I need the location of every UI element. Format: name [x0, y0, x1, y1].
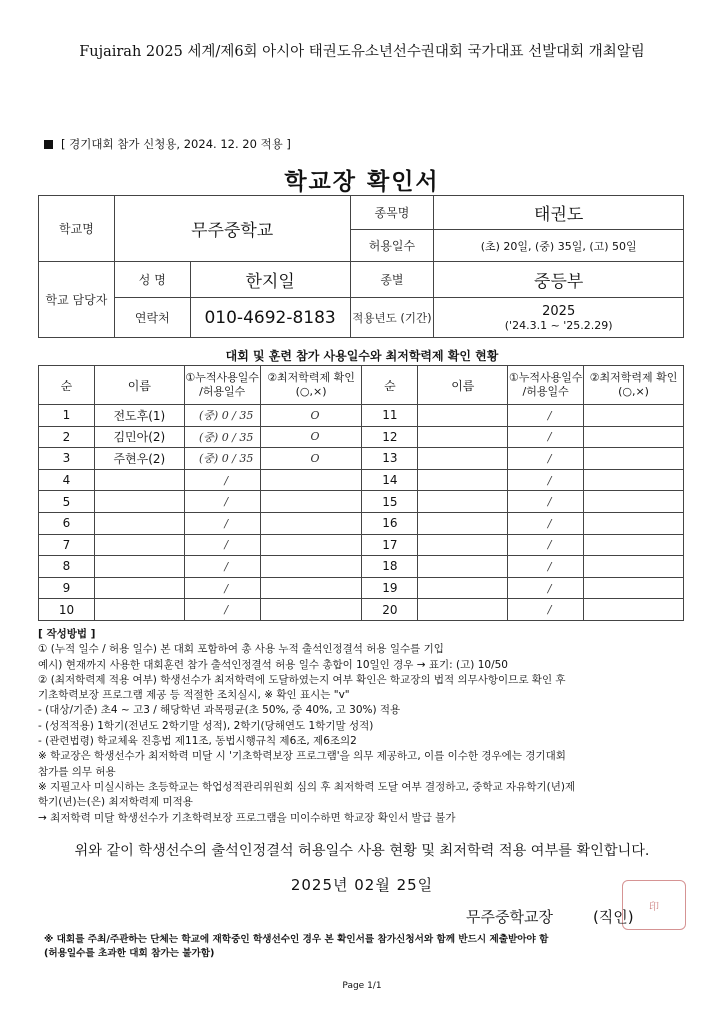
cell-left-name: [94, 512, 184, 534]
manager-label: 학교 담당자: [39, 262, 115, 338]
allowed-label: 허용일수: [350, 230, 434, 262]
cell-right-name: [418, 534, 508, 556]
sport-label: 종목명: [350, 196, 434, 230]
cell-right-check: [584, 491, 684, 513]
method-line: 예시) 현재까지 사용한 대회훈련 참가 출석인정결석 허용 일수 총합이 10일인 경우 → 표기: (고) 10/50: [38, 658, 508, 671]
cell-left-name: [94, 469, 184, 491]
info-table: [38, 195, 684, 338]
cell-right-check: [584, 469, 684, 491]
cell-right-days: /: [508, 512, 584, 534]
square-bullet-icon: [44, 140, 53, 149]
cell-left-days: /: [184, 534, 260, 556]
cell-left-name: [94, 599, 184, 621]
issue-date: 2025년 02월 25일: [290, 876, 434, 894]
writing-method: [38, 627, 698, 826]
cell-right-no: 11: [362, 405, 418, 427]
cell-right-days: /: [508, 426, 584, 448]
method-line: 기초학력보장 프로그램 제공 등 적절한 조치실시, ※ 확인 표시는 "v": [38, 689, 350, 702]
table-row: [39, 491, 684, 513]
document-header: Fujairah 2025 세계/제6회 아시아 태권도유소년선수권대회 국가대표 선발대회 개최알림: [79, 44, 645, 60]
cell-left-name: 주현우(2): [94, 448, 184, 470]
cell-right-check: [584, 577, 684, 599]
cell-left-no: 2: [39, 426, 95, 448]
cell-left-days: (중) 0 / 35: [184, 405, 260, 427]
cell-left-check: [260, 577, 362, 599]
sport-value: 태권도: [434, 196, 684, 230]
cell-right-no: 13: [362, 448, 418, 470]
year-cell: [434, 298, 684, 338]
method-line: 학기(년)는(은) 최저학력제 미적용: [38, 796, 193, 809]
cell-right-days: /: [508, 534, 584, 556]
method-line: ① (누적 일수 / 허용 일수) 본 대회 포함하여 총 사용 누적 출석인정결석 허용 일수를 기입: [38, 643, 444, 656]
cell-right-no: 19: [362, 577, 418, 599]
header-days-left: ①누적사용일수 /허용일수: [184, 366, 260, 405]
cell-left-days: /: [184, 577, 260, 599]
method-line: - (관련법령) 학교체육 진흥법 제11조, 동법시행규칙 제6조, 제6조의2: [38, 735, 357, 748]
subnote: [44, 136, 291, 152]
allowed-value: (초) 20일, (중) 35일, (고) 50일: [434, 230, 684, 262]
year-value: 2025: [542, 303, 576, 319]
cell-left-no: 10: [39, 599, 95, 621]
cell-right-check: [584, 426, 684, 448]
cell-right-name: [418, 577, 508, 599]
cell-left-name: 전도후(1): [94, 405, 184, 427]
cell-right-no: 18: [362, 556, 418, 578]
footnote-line: ※ 대회를 주최/주관하는 단체는 학교에 재학중인 학생선수인 경우 본 확인서를 참가신청서와 함께 반드시 제출받아야 함: [44, 934, 549, 945]
official-seal-stamp: 印: [622, 880, 686, 930]
header-no-right: 순: [362, 366, 418, 405]
cell-left-name: 김민아(2): [94, 426, 184, 448]
table-row: [39, 512, 684, 534]
cell-left-days: /: [184, 512, 260, 534]
name-label: 성 명: [114, 262, 190, 298]
cell-left-no: 1: [39, 405, 95, 427]
header-days-right: ①누적사용일수 /허용일수: [508, 366, 584, 405]
cell-right-name: [418, 469, 508, 491]
table-row: [39, 469, 684, 491]
cell-right-days: /: [508, 469, 584, 491]
cell-right-name: [418, 448, 508, 470]
cell-left-no: 5: [39, 491, 95, 513]
period-value: ('24.3.1 ~ '25.2.29): [504, 318, 613, 332]
cell-right-no: 17: [362, 534, 418, 556]
section-title: 대회 및 훈련 참가 사용일수와 최저학력제 확인 현황: [225, 349, 499, 363]
cell-left-check: [260, 599, 362, 621]
method-line: ② (최저학력제 적용 여부) 학생선수가 최저학력에 도달하였는지 여부 확인은 학교장의 법적 의무사항이므로 확인 후: [38, 673, 566, 686]
cell-right-no: 12: [362, 426, 418, 448]
cell-left-name: [94, 534, 184, 556]
cell-right-days: /: [508, 491, 584, 513]
method-line: [ 작성방법 ]: [38, 628, 96, 640]
method-line: 참가를 의무 허용: [38, 765, 116, 778]
method-line: - (대상/기준) 초4 ~ 고3 / 해당학년 과목평균(초 50%, 중 40%, 고 30%) 적용: [38, 704, 401, 717]
cell-right-name: [418, 405, 508, 427]
category-label: 종별: [350, 262, 434, 298]
cell-right-days: /: [508, 448, 584, 470]
cell-right-no: 14: [362, 469, 418, 491]
header-name-right: 이름: [418, 366, 508, 405]
table-row: [39, 577, 684, 599]
cell-left-check: [260, 469, 362, 491]
cell-right-name: [418, 426, 508, 448]
footnote: [44, 933, 548, 961]
cell-right-check: [584, 448, 684, 470]
cell-left-no: 8: [39, 556, 95, 578]
method-line: ※ 지필고사 미실시하는 초등학교는 학업성적관리위원회 심의 후 최저학력 도달 여부 결정하고, 중학교 자유학기(년)제: [38, 780, 576, 793]
cell-left-check: [260, 491, 362, 513]
category-value: 중등부: [434, 262, 684, 298]
school-label: 학교명: [39, 196, 115, 262]
header-check-right: ②최저학력제 확인(○,×): [584, 366, 684, 405]
participation-table: [38, 365, 684, 621]
subnote-text: [ 경기대회 참가 신청용, 2024. 12. 20 적용 ]: [61, 137, 291, 151]
cell-left-check: O: [260, 426, 362, 448]
cell-left-no: 3: [39, 448, 95, 470]
page-title: 학교장 확인서: [284, 169, 440, 195]
cell-right-days: /: [508, 556, 584, 578]
method-line: - (성적적용) 1학기(전년도 2학기말 성적), 2학기(당해연도 1학기말 성적): [38, 719, 374, 732]
cell-right-check: [584, 512, 684, 534]
header-no-left: 순: [39, 366, 95, 405]
table-row: [39, 405, 684, 427]
cell-right-days: /: [508, 405, 584, 427]
header-check-left: ②최저학력제 확인(○,×): [260, 366, 362, 405]
table-row: [39, 426, 684, 448]
cell-left-name: [94, 556, 184, 578]
cell-left-check: [260, 556, 362, 578]
cell-right-name: [418, 556, 508, 578]
cell-left-days: /: [184, 491, 260, 513]
table-row: [39, 448, 684, 470]
cell-right-name: [418, 512, 508, 534]
table-row: [39, 556, 684, 578]
cell-right-no: 20: [362, 599, 418, 621]
cell-left-name: [94, 577, 184, 599]
cell-left-days: (중) 0 / 35: [184, 448, 260, 470]
confirm-statement: 위와 같이 학생선수의 출석인정결석 허용일수 사용 현황 및 최저학력 적용 여부를 확인합니다.: [74, 843, 650, 859]
cell-left-no: 4: [39, 469, 95, 491]
name-value: 한지일: [190, 262, 350, 298]
table-row: [39, 599, 684, 621]
cell-right-days: /: [508, 599, 584, 621]
principal-signature: [466, 906, 634, 927]
contact-value: 010-4692-8183: [190, 298, 350, 338]
cell-left-check: [260, 512, 362, 534]
principal-title: 무주중학교장: [466, 908, 553, 926]
footnote-line: (허용일수를 초과한 대회 참가는 불가함): [44, 948, 215, 959]
cell-left-no: 6: [39, 512, 95, 534]
cell-left-days: (중) 0 / 35: [184, 426, 260, 448]
cell-right-name: [418, 599, 508, 621]
cell-right-no: 15: [362, 491, 418, 513]
cell-left-days: /: [184, 599, 260, 621]
year-label: 적용년도 (기간): [350, 298, 434, 338]
cell-right-check: [584, 556, 684, 578]
cell-right-no: 16: [362, 512, 418, 534]
cell-right-days: /: [508, 577, 584, 599]
cell-left-days: /: [184, 469, 260, 491]
school-value: 무주중학교: [114, 196, 350, 262]
seal-label: (직인): [592, 908, 634, 926]
method-line: ※ 학교장은 학생선수가 최저학력 미달 시 '기초학력보장 프로그램'을 의무 제공하고, 이를 이수한 경우에는 경기대회: [38, 750, 566, 763]
cell-left-no: 7: [39, 534, 95, 556]
header-name-left: 이름: [94, 366, 184, 405]
page-number: Page 1/1: [342, 981, 382, 991]
cell-left-no: 9: [39, 577, 95, 599]
cell-right-name: [418, 491, 508, 513]
cell-left-check: O: [260, 448, 362, 470]
cell-right-check: [584, 599, 684, 621]
cell-right-check: [584, 405, 684, 427]
cell-left-check: O: [260, 405, 362, 427]
cell-right-check: [584, 534, 684, 556]
cell-left-days: /: [184, 556, 260, 578]
cell-left-name: [94, 491, 184, 513]
cell-left-check: [260, 534, 362, 556]
contact-label: 연락처: [114, 298, 190, 338]
method-line: → 최저학력 미달 학생선수가 기초학력보장 프로그램을 미이수하면 학교장 확인서 발급 불가: [38, 811, 456, 824]
table-row: [39, 534, 684, 556]
